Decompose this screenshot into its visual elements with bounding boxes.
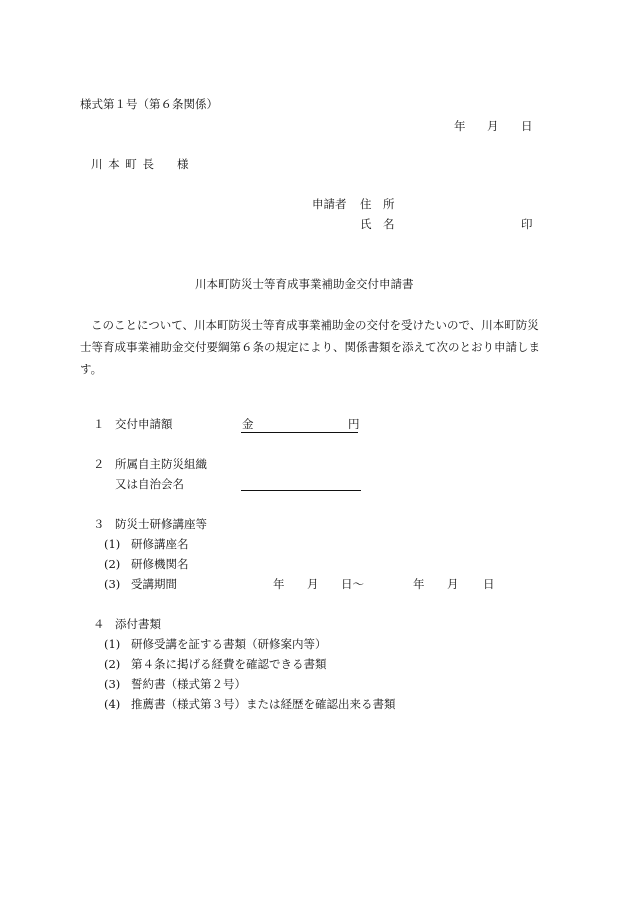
date-year-label: 年: [454, 119, 466, 133]
period-to-year: 年: [413, 577, 425, 591]
attachment-3-text: 誓約書（様式第２号）: [131, 677, 246, 691]
attachment-4-number: (4): [104, 697, 121, 711]
attachment-1-text: 研修受講を証する書類（研修案内等）: [131, 637, 327, 651]
period-to-month: 月: [447, 577, 459, 591]
item3-sub3-number: (3): [104, 577, 121, 591]
applicant-label: 申請者: [312, 197, 347, 211]
organization-field-underline: [241, 490, 361, 491]
item1-number: １: [93, 417, 105, 431]
addressee-honorific: 様: [177, 157, 189, 171]
item3-sub3-label: 受講期間: [131, 577, 177, 591]
period-from-day: 日～: [341, 577, 364, 591]
amount-field-underline: [241, 432, 358, 433]
applicant-name-label: 氏 名: [360, 217, 395, 231]
attachment-4-text: 推薦書（様式第３号）または経歴を確認出来る書類: [131, 697, 396, 711]
date-month-label: 月: [487, 119, 499, 133]
addressee-name: 川 本 町 長: [91, 157, 155, 171]
seal-mark: 印: [521, 217, 533, 231]
form-id: 様式第１号（第６条関係）: [80, 97, 218, 111]
item3-sub2-label: 研修機関名: [131, 557, 189, 571]
item1-prefix: 金: [242, 417, 254, 431]
item2-label-line2: 又は自治会名: [115, 477, 184, 491]
body-paragraph: このことについて、川本町防災士等育成事業補助金の交付を受けたいので、川本町防災士等育成事業補助金交付要綱第６条の規定により、関係書類を添えて次のとおり申請します。: [80, 318, 540, 376]
attachment-2-text: 第４条に掲げる経費を確認できる書類: [131, 657, 327, 671]
attachment-2-number: (2): [104, 657, 121, 671]
attachment-1-number: (1): [104, 637, 121, 651]
item1-label: 交付申請額: [115, 417, 173, 431]
document-title: 川本町防災士等育成事業補助金交付申請書: [195, 277, 414, 291]
item3-number: ３: [93, 517, 105, 531]
date-day-label: 日: [521, 119, 533, 133]
attachment-3-number: (3): [104, 677, 121, 691]
period-from-year: 年: [273, 577, 285, 591]
item2-number: ２: [93, 457, 105, 471]
item4-label: 添付書類: [115, 617, 161, 631]
item2-label-line1: 所属自主防災組織: [115, 457, 207, 471]
period-to-day: 日: [483, 577, 495, 591]
item4-number: ４: [93, 617, 105, 631]
period-from-month: 月: [307, 577, 319, 591]
item3-sub1-number: (1): [104, 537, 121, 551]
item1-unit: 円: [348, 417, 360, 431]
applicant-address-label: 住 所: [360, 197, 395, 211]
item3-sub1-label: 研修講座名: [131, 537, 189, 551]
item3-label: 防災士研修講座等: [115, 517, 207, 531]
item3-sub2-number: (2): [104, 557, 121, 571]
